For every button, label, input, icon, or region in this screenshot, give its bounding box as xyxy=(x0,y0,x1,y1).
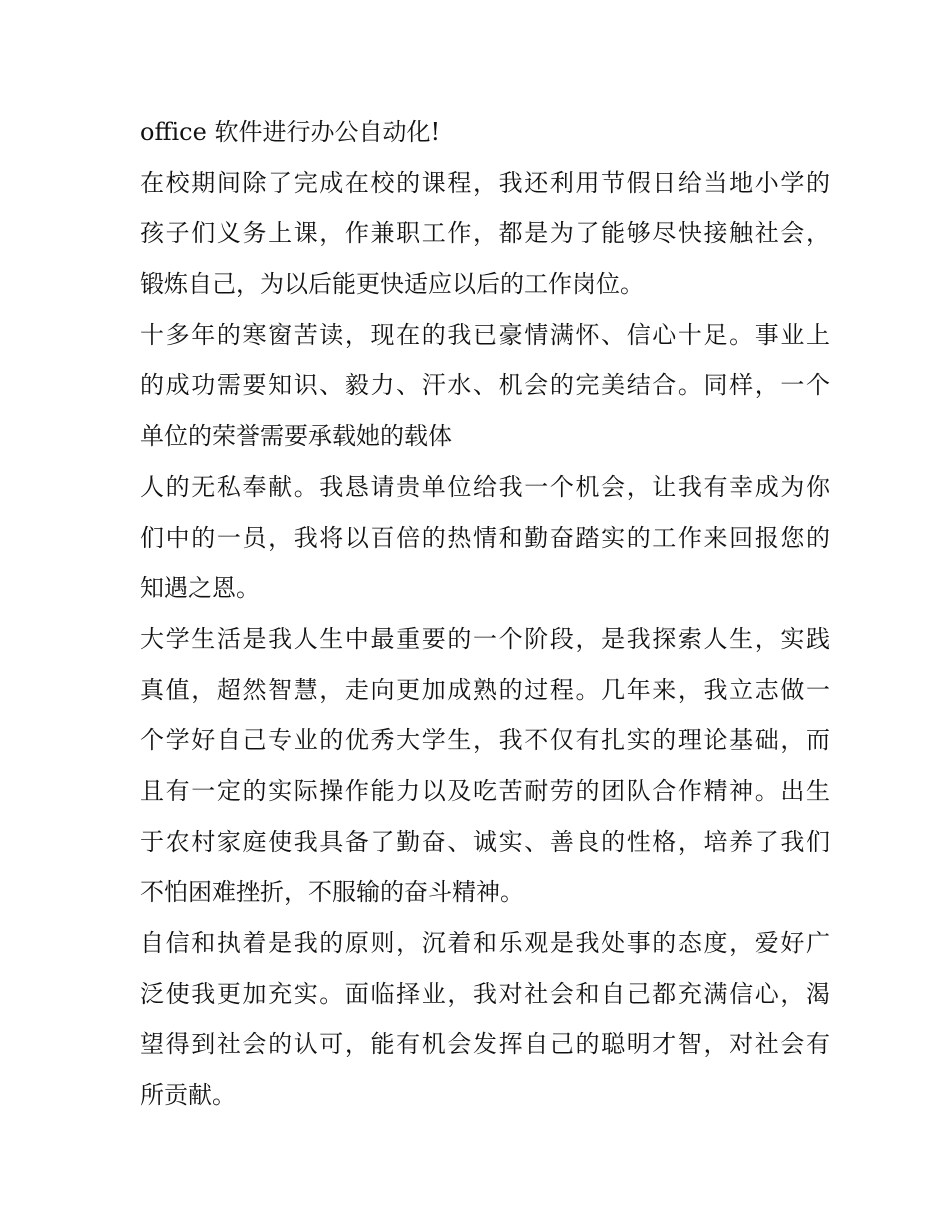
text-line: 且有一定的实际操作能力以及吃苦耐劳的团队合作精神。出生 xyxy=(140,776,830,805)
text-line: 所贡献。 xyxy=(140,1081,236,1110)
text-line: 泛使我更加充实。面临择业，我对社会和自己都充满信心，渴 xyxy=(140,979,830,1008)
text-line: 大学生活是我人生中最重要的一个阶段，是我探索人生，实践 xyxy=(140,624,830,653)
text-line: 真值，超然智慧，走向更加成熟的过程。几年来，我立志做一 xyxy=(140,675,830,704)
text-line: office 软件进行办公自动化! xyxy=(140,118,441,146)
text-line: 于农村家庭使我具备了勤奋、诚实、善良的性格，培养了我们 xyxy=(140,827,830,856)
text-line: 望得到社会的认可，能有机会发挥自己的聪明才智，对社会有 xyxy=(140,1030,830,1059)
text-line: 孩子们义务上课，作兼职工作，都是为了能够尽快接触社会， xyxy=(140,219,830,248)
text-line: 在校期间除了完成在校的课程，我还利用节假日给当地小学的 xyxy=(140,168,830,197)
text-line: 十多年的寒窗苦读，现在的我已豪情满怀、信心十足。事业上 xyxy=(140,320,830,349)
text-line: 知遇之恩。 xyxy=(140,574,260,603)
document-body xyxy=(140,107,830,1121)
text-line: 锻炼自己，为以后能更快适应以后的工作岗位。 xyxy=(140,270,644,299)
text-line: 自信和执着是我的原则，沉着和乐观是我处事的态度，爱好广 xyxy=(140,929,830,957)
text-line: 人的无私奉献。我恳请贵单位给我一个机会，让我有幸成为你 xyxy=(140,472,830,501)
text-line: 的成功需要知识、毅力、汗水、机会的完美结合。同样，一个 xyxy=(140,371,830,400)
text-line: 个学好自己专业的优秀大学生，我不仅有扎实的理论基础，而 xyxy=(140,726,830,755)
text-line: 不怕困难挫折，不服输的奋斗精神。 xyxy=(140,878,524,907)
text-line: 们中的一员，我将以百倍的热情和勤奋踏实的工作来回报您的 xyxy=(140,523,830,552)
text-line: 单位的荣誉需要承载她的载体 xyxy=(140,422,452,451)
